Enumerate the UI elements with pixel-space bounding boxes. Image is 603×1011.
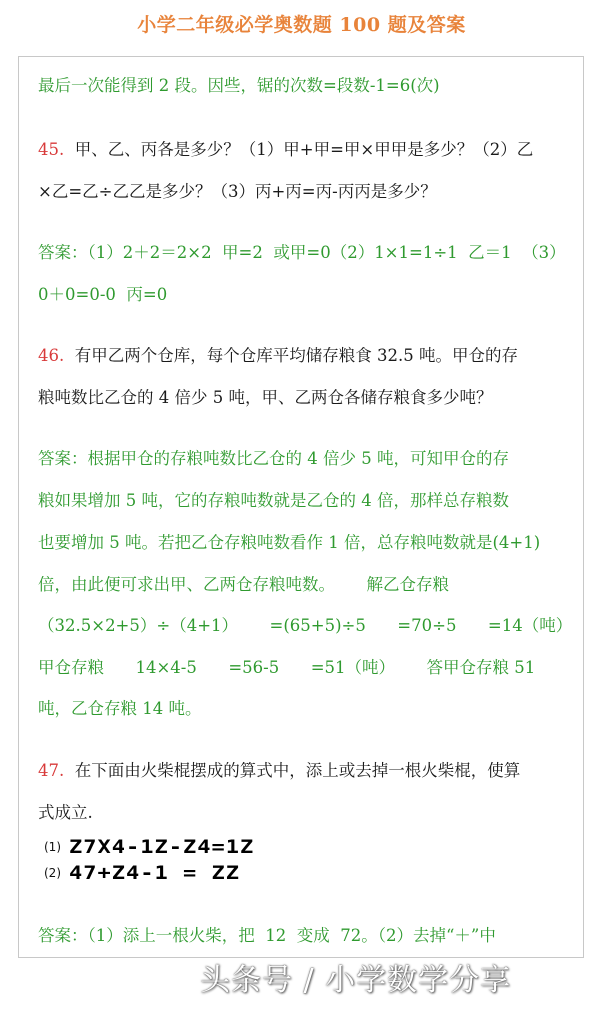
- question-47-line-1: [38, 757, 520, 781]
- answer-45-line-1: 答案：（1）2＋2＝2×2 甲=2 或甲=0（2）1×1=1÷1 乙＝1 （3）: [38, 243, 566, 262]
- answer-46-line-4: 倍，由此便可求出甲、乙两仓存粮吨数。 解乙仓存粮: [38, 575, 449, 594]
- answer-46-line-3: 也要增加 5 吨。若把乙仓存粮吨数看作 1 倍，总存粮吨数就是(4+1): [38, 533, 541, 552]
- question-47-text-1: 在下面由火柴棍摆成的算式中，添上或去掉一根火柴棍，使算: [64, 761, 521, 780]
- answer-46-line-1: 答案：根据甲仓的存粮吨数比乙仓的 4 倍少 5 吨，可知甲仓的存: [38, 449, 509, 468]
- question-46-line-1: [38, 342, 518, 366]
- question-45-line-1: [38, 136, 533, 160]
- matchstick-index: (1): [44, 840, 61, 854]
- answer-46-line-6: 甲仓存粮 14×4-5 =56-5 =51（吨） 答甲仓存粮 51: [38, 658, 536, 677]
- watermark: 头条号 / 小学数学分享: [200, 963, 512, 998]
- answer-46-line-7: 吨，乙仓存粮 14 吨。: [38, 699, 202, 718]
- question-46-text-1: 有甲乙两个仓库，每个仓库平均储存粮食 32.5 吨。甲仓的存: [64, 346, 518, 365]
- answer-47-line-1: 答案：（1）添上一根火柴，把 12 变成 72。（2）去掉“＋”中: [38, 926, 496, 945]
- answer-46-line-5: （32.5×2+5）÷（4+1） =(65+5)÷5 =70÷5 =14（吨）: [38, 616, 573, 635]
- answer-46-line-2: 粮如果增加 5 吨，它的存粮吨数就是乙仓的 4 倍，那样总存粮数: [38, 491, 509, 510]
- page-title: 小学二年级必学奥数题 100 题及答案: [137, 14, 466, 36]
- matchstick-index: (2): [44, 866, 61, 880]
- matchstick-equation-1: [44, 836, 254, 858]
- question-45-line-2: ×乙=乙÷乙乙是多少？（3）丙+丙=丙-丙丙是多少？: [38, 182, 437, 201]
- question-46-line-2: 粮吨数比乙仓的 4 倍少 5 吨，甲、乙两仓各储存粮食多少吨？: [38, 388, 493, 407]
- answer-45-line-2: 0＋0=0-0 丙=0: [38, 285, 168, 304]
- matchstick-expression: Z7X4-1Z-Z4=1Z: [69, 836, 255, 858]
- question-46-number: 46.: [38, 346, 65, 365]
- matchstick-expression: 47+Z4-1 = ZZ: [69, 862, 240, 884]
- question-47-line-2: 式成立.: [38, 803, 93, 822]
- question-45-number: 45.: [38, 140, 65, 159]
- question-47-number: 47.: [38, 761, 65, 780]
- matchstick-equation-2: [44, 862, 240, 884]
- previous-answer-tail: 最后一次能得到 2 段。因些，锯的次数=段数-1=6(次): [38, 76, 440, 95]
- question-45-text-1: 甲、乙、丙各是多少？（1）甲+甲=甲×甲甲是多少？（2）乙: [64, 140, 534, 159]
